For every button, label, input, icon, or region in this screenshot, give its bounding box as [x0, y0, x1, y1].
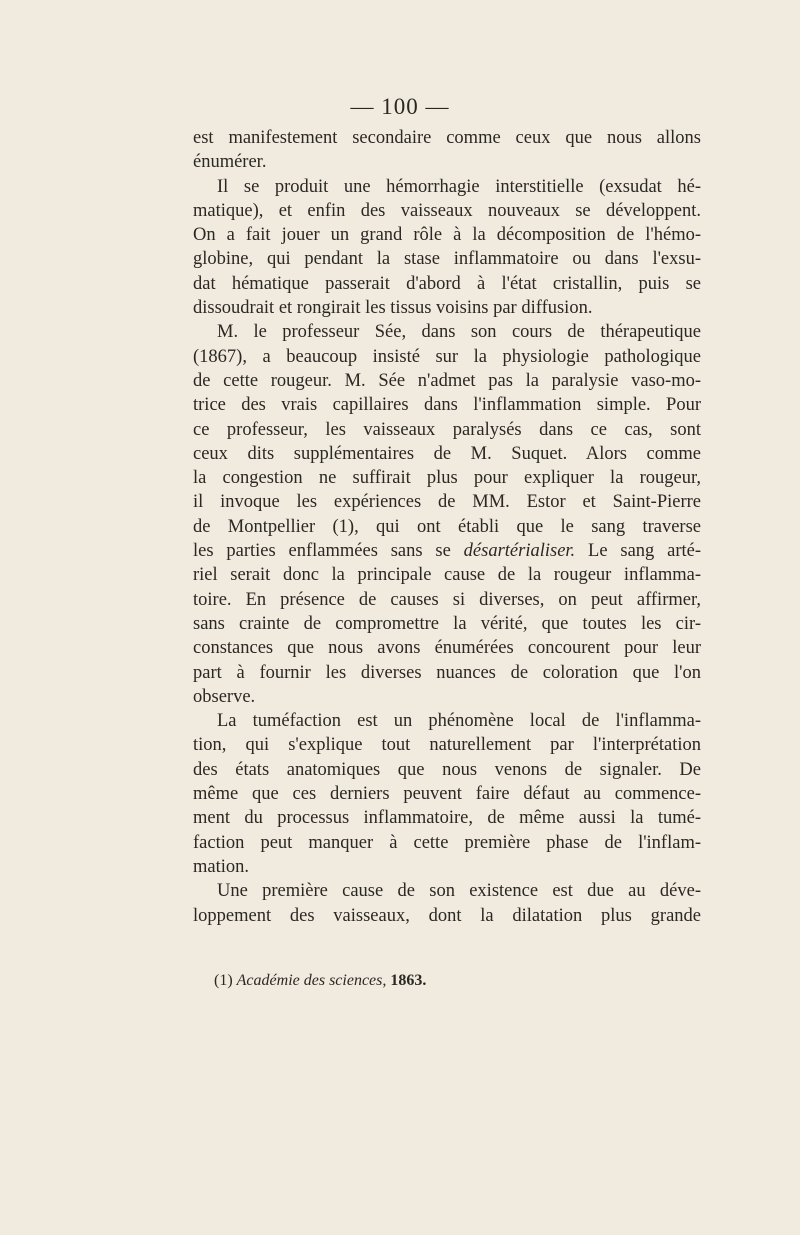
text-line-main: riel serait donc la principale cause de la rougeur inflamma-	[193, 565, 701, 586]
footnote-source: Académie des sciences,	[236, 972, 387, 989]
text-line-main: ceux dits supplémentaires de M. Suquet. Alors comme	[193, 443, 701, 464]
text-line	[193, 515, 701, 539]
text-line-main: est manifestement secondaire comme ceux que nous allons	[193, 128, 701, 148]
text-line	[193, 150, 701, 174]
text-line-main: sans crainte de compromettre la vérité, que toutes les cir-	[193, 613, 701, 634]
text-line-main: matique), et enfin des vaisseaux nouveaux se développent.	[193, 200, 701, 221]
text-line	[193, 879, 701, 903]
text-line	[193, 685, 701, 709]
text-line-main: Une première cause de son existence est due au déve-	[217, 881, 701, 902]
text-line	[193, 442, 701, 466]
text-line	[193, 661, 701, 685]
text-line-main: ce professeur, les vaisseaux paralysés dans ce cas, sont	[193, 419, 701, 440]
text-line	[193, 588, 701, 612]
text-line-main: ment du processus inflammatoire, de même aussi la tumé-	[193, 808, 701, 829]
text-line-main: globine, qui pendant la stase inflammatoire ou dans l'exsu-	[193, 249, 701, 270]
text-line	[193, 563, 701, 587]
page-number: — 100 —	[350, 94, 450, 119]
footnote-marker: (1)	[214, 972, 237, 989]
text-line-main: trice des vrais capillaires dans l'inflammation simple. Pour	[193, 395, 701, 416]
text-line	[193, 199, 701, 223]
text-line-main: M. le professeur Sée, dans son cours de thérapeutique	[217, 322, 701, 343]
text-line-main: mation.	[193, 856, 250, 877]
text-line-main: toire. En présence de causes si diverses, on peut affirmer,	[193, 589, 701, 610]
text-line-main: La tuméfaction est un phénomène local de l'inflamma-	[217, 711, 701, 732]
text-line-main: il invoque les expériences de MM. Estor et Saint-Pierre	[193, 492, 701, 513]
text-line-main: dat hématique passerait d'abord à l'état cristallin, puis se	[193, 273, 701, 294]
text-line-after: Le sang arté-	[575, 541, 701, 562]
text-line-main: observe.	[193, 686, 256, 707]
text-line	[193, 782, 701, 806]
text-line	[193, 831, 701, 855]
text-line	[193, 126, 701, 150]
text-line-main: de cette rougeur. M. Sée n'admet pas la paralysie vaso-mo-	[193, 370, 701, 391]
text-line	[193, 247, 701, 271]
text-line-main: les parties enflammées sans se	[193, 541, 464, 562]
text-line	[193, 709, 701, 733]
text-line	[193, 855, 701, 879]
text-line-main: de Montpellier (1), qui ont établi que le sang traverse	[193, 516, 701, 537]
text-line-main: loppement des vaisseaux, dont la dilatation plus grande	[193, 905, 701, 926]
text-line	[193, 806, 701, 830]
text-line-main: (1867), a beaucoup insisté sur la physiologie pathologique	[193, 346, 701, 367]
text-line-main: la congestion ne suffirait plus pour expliquer la rougeur,	[193, 468, 701, 489]
text-line	[193, 296, 701, 320]
text-line	[193, 393, 701, 417]
text-line	[193, 758, 701, 782]
text-line	[193, 418, 701, 442]
text-line	[193, 223, 701, 247]
text-line	[193, 612, 701, 636]
text-line-main: des états anatomiques que nous venons de signaler. De	[193, 759, 701, 780]
text-line	[193, 733, 701, 757]
text-line-main: faction peut manquer à cette première phase de l'inflam-	[193, 832, 701, 853]
text-line	[193, 539, 701, 563]
text-line-italic: désartérialiser.	[463, 541, 576, 562]
text-line-main: constances que nous avons énumérées concourent pour leur	[193, 638, 701, 659]
text-line	[193, 272, 701, 296]
text-line	[193, 369, 701, 393]
text-line	[193, 320, 701, 344]
text-line	[193, 490, 701, 514]
text-line	[193, 345, 701, 369]
text-line	[193, 636, 701, 660]
text-line-main: On a fait jouer un grand rôle à la décomposition de l'hémo-	[193, 225, 701, 246]
footnote-year: 1863.	[386, 972, 427, 989]
text-line	[193, 466, 701, 490]
text-line-main: part à fournir les diverses nuances de coloration que l'on	[193, 662, 701, 683]
footnote	[214, 972, 426, 990]
text-line-main: tion, qui s'explique tout naturellement par l'interprétation	[193, 735, 701, 756]
text-line-main: dissoudrait et rongirait les tissus voisins par diffusion.	[193, 298, 593, 319]
text-line	[193, 904, 701, 928]
text-line	[193, 175, 701, 199]
body-text	[193, 126, 701, 928]
text-line-main: même que ces derniers peuvent faire défaut au commence-	[193, 784, 701, 805]
text-line-main: énumérer.	[193, 152, 267, 173]
text-line-main: Il se produit une hémorrhagie interstitielle (exsudat hé-	[217, 176, 701, 197]
